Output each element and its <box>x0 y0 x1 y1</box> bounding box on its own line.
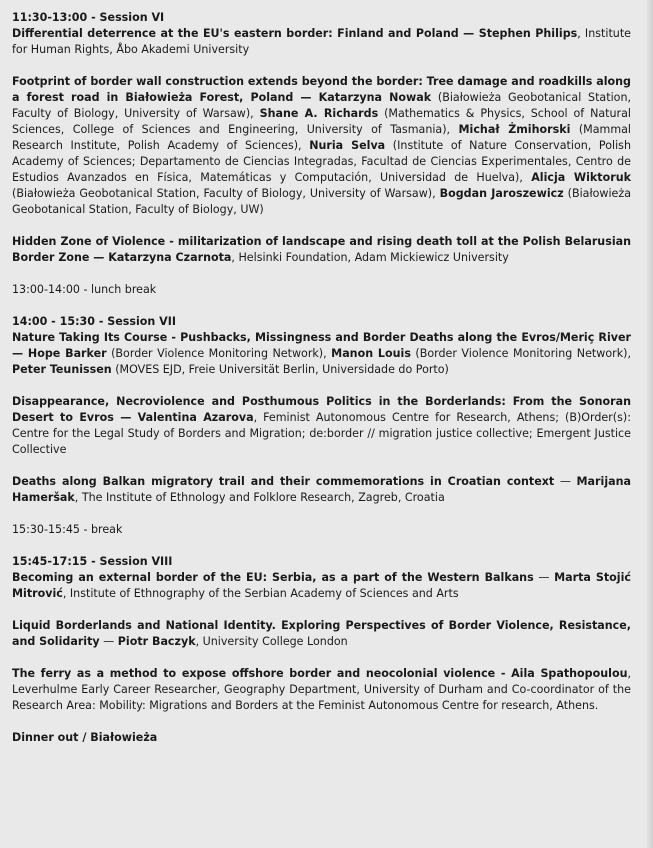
talk-title-or-speaker: Michał Żmihorski <box>458 123 571 136</box>
talk-affiliation: (MOVES EJD, Freie Universität Berlin, Universidade do Porto) <box>111 363 449 376</box>
talk-affiliation: — <box>533 571 555 584</box>
talk-affiliation: (Institute of Nature Conservation, Polish Academy of Sciences; Departamento de Ciencias Integradas, Facultad de Ciencias Experimentales, Centro de Estudios Avanzados en Física, Matemáticas y Computación, Universidad de Huelva), <box>12 139 631 184</box>
page-edge <box>647 0 653 848</box>
spacer <box>12 538 631 554</box>
talk-entry <box>12 666 631 714</box>
talk-title-or-speaker: Peter Teunissen <box>12 363 112 376</box>
spacer <box>12 458 631 474</box>
talk-title-or-speaker: Nature Taking Its Course - Pushbacks, Missingness and Border Deaths along the Evros/Meriç River — Hope Barker <box>12 331 631 360</box>
talk-title-or-speaker: Differential deterrence at the EU's eastern border: Finland and Poland — Stephen Philips <box>12 27 578 40</box>
talk-title-or-speaker: Hidden Zone of Violence - militarization of landscape and rising death toll at the Polish Belarusian Border Zone — Katarzyna Czarnota <box>12 235 631 264</box>
talk-entry <box>12 330 631 378</box>
talk-title-or-speaker: Piotr Baczyk <box>117 635 196 648</box>
talk-entry <box>12 74 631 218</box>
talk-entry <box>12 570 631 602</box>
talk-title-or-speaker: Manon Louis <box>331 347 411 360</box>
program-content <box>12 10 631 746</box>
talk-entry <box>12 618 631 650</box>
break-line: 13:00-14:00 - lunch break <box>12 283 157 296</box>
talk-affiliation: , Institute for Human Rights, Åbo Akademi University <box>12 27 631 56</box>
talk-entry <box>12 26 631 58</box>
talk-affiliation: — <box>554 475 577 488</box>
talk-affiliation: (Mathematics & Physics, School of Natural Sciences, College of Sciences and Engineering, University of Tasmania), <box>12 107 631 136</box>
session-heading: 15:45-17:15 - Session VIII <box>12 555 173 568</box>
spacer <box>12 602 631 618</box>
talk-affiliation: , Helsinki Foundation, Adam Mickiewicz University <box>231 251 509 264</box>
talk-affiliation: , Feminist Autonomous Centre for Research, Athens; (B)Order(s): Centre for the Legal Study of Borders and Migration; de:border // migration justice collective; Emergent Justice Collective <box>12 411 631 456</box>
session-heading: 11:30-13:00 - Session VI <box>12 11 165 24</box>
talk-entry <box>12 474 631 506</box>
talk-affiliation: (Białowieża Geobotanical Station, Faculty of Biology, University of Warsaw), <box>12 187 440 200</box>
talk-title-or-speaker: Deaths along Balkan migratory trail and their commemorations in Croatian context <box>12 475 555 488</box>
talk-title-or-speaker: Marta Stojić Mitrović <box>12 571 631 600</box>
talk-entry <box>12 394 631 458</box>
talk-title-or-speaker: Disappearance, Necroviolence and Posthumous Politics in the Borderlands: From the Sonoran Desert to Evros — Valentina Azarova <box>12 395 631 424</box>
spacer <box>12 58 631 74</box>
talk-title-or-speaker: Marijana Hameršak <box>12 475 631 504</box>
talk-affiliation: (Białowieża Geobotanical Station, Faculty of Biology, UW) <box>12 187 631 216</box>
talk-title-or-speaker: Becoming an external border of the EU: Serbia, as a part of the Western Balkans <box>12 571 534 584</box>
spacer <box>12 714 631 730</box>
talk-affiliation: , The Institute of Ethnology and Folklore Research, Zagreb, Croatia <box>74 491 445 504</box>
talk-title-or-speaker: Alicja Wiktoruk <box>531 171 631 184</box>
talk-affiliation: , University College London <box>195 635 348 648</box>
spacer <box>12 650 631 666</box>
session-heading: 14:00 - 15:30 - Session VII <box>12 315 177 328</box>
talk-affiliation: (Border Violence Monitoring Network), <box>410 347 631 360</box>
talk-title-or-speaker: Bogdan Jaroszewicz <box>439 187 564 200</box>
session-heading: Dinner out / Białowieża <box>12 731 158 744</box>
talk-title-or-speaker: Footprint of border wall construction extends beyond the border: Tree damage and roadkills along a forest road in Białowieża Forest, Poland — Katarzyna Nowak <box>12 75 631 104</box>
talk-affiliation: , Leverhulme Early Career Researcher, Geography Department, University of Durham and Co-coordinator of the Research Area: Mobility: Migrations and Borders at the Feminist Autonomous Centre for research, Athens. <box>12 667 631 712</box>
talk-title-or-speaker: The ferry as a method to expose offshore border and neocolonial violence - Aila Spathopoulou <box>12 667 628 680</box>
spacer <box>12 218 631 234</box>
talk-affiliation: (Border Violence Monitoring Network), <box>106 347 332 360</box>
talk-title-or-speaker: Shane A. Richards <box>259 107 379 120</box>
spacer <box>12 378 631 394</box>
talk-affiliation: , Institute of Ethnography of the Serbian Academy of Sciences and Arts <box>62 587 459 600</box>
talk-affiliation: (Białowieża Geobotanical Station, Faculty of Biology, University of Warsaw), <box>12 91 632 120</box>
spacer <box>12 266 631 282</box>
talk-affiliation: (Mammal Research Institute, Polish Academy of Sciences), <box>12 123 632 152</box>
break-line: 15:30-15:45 - break <box>12 523 123 536</box>
talk-affiliation: — <box>99 635 118 648</box>
spacer <box>12 298 631 314</box>
spacer <box>12 506 631 522</box>
talk-title-or-speaker: Nuria Selva <box>309 139 386 152</box>
talk-title-or-speaker: Liquid Borderlands and National Identity. Exploring Perspectives of Border Violence, Resistance, and Solidarity <box>12 619 631 648</box>
talk-entry <box>12 234 631 266</box>
